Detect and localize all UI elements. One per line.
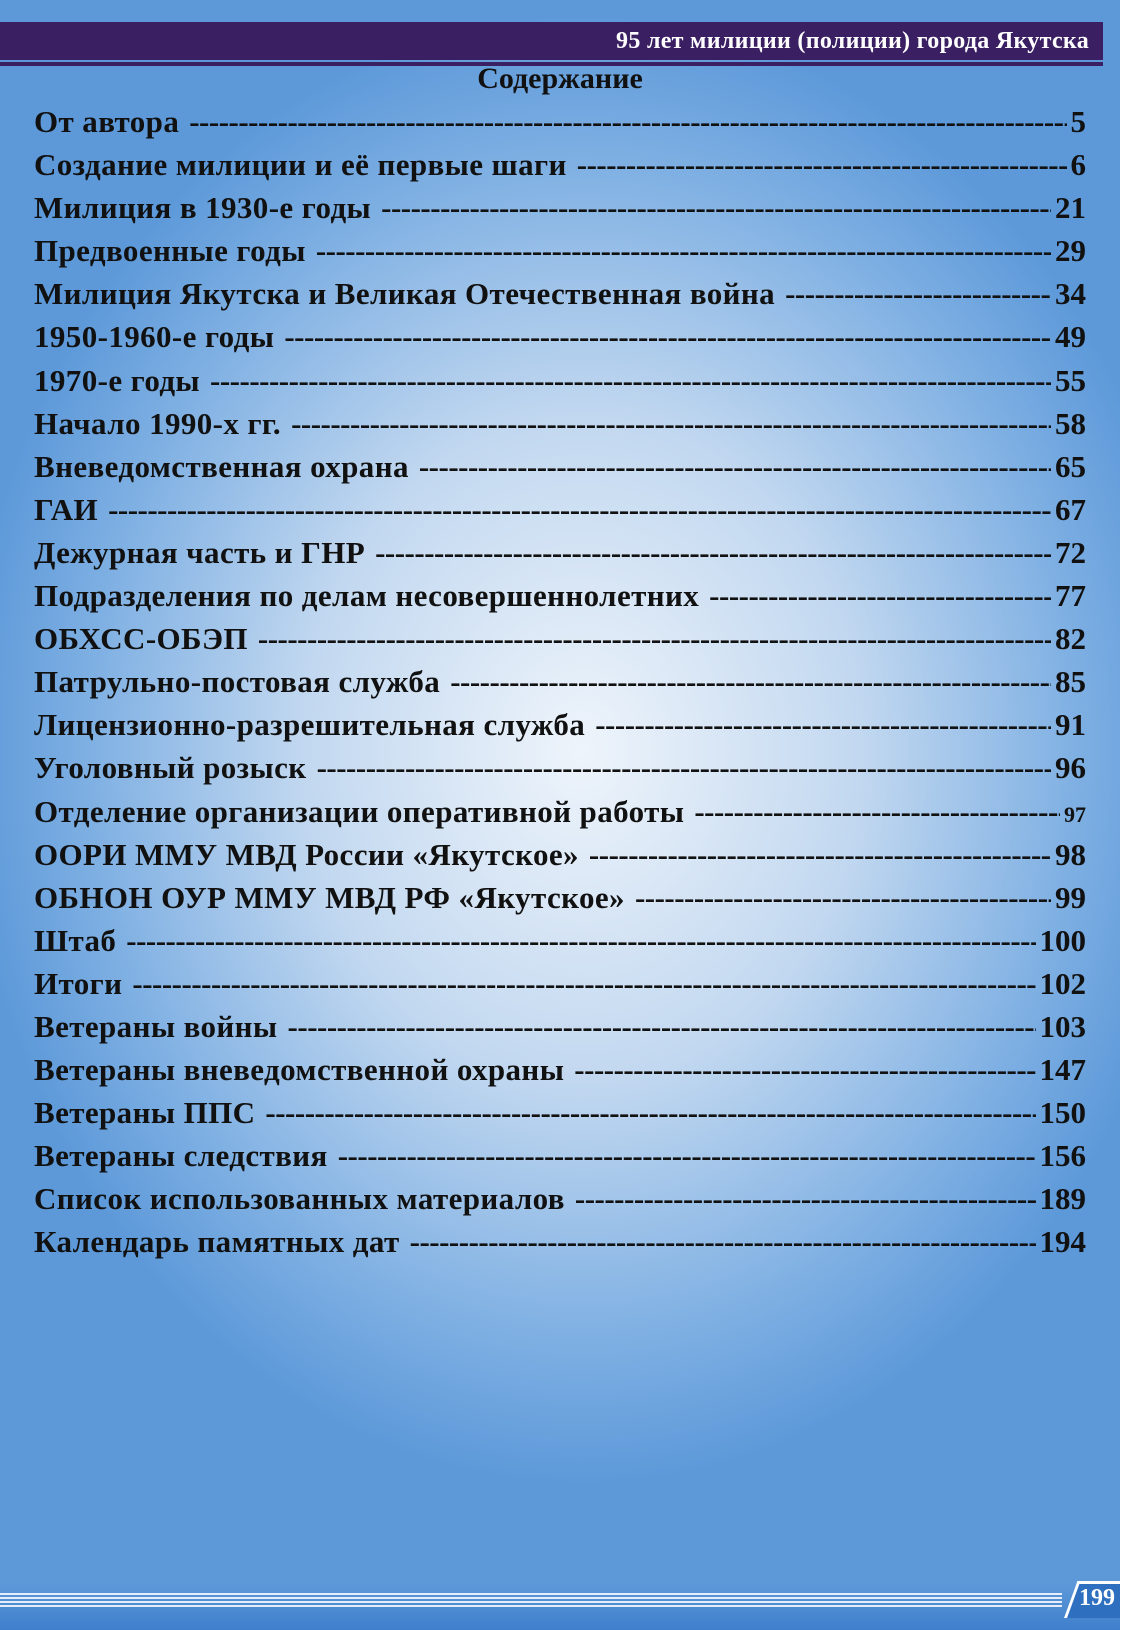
toc-entry-label: Дежурная часть и ГНР [34,534,366,570]
toc-entry-page: 99 [1055,879,1086,915]
toc-entry-page: 103 [1039,1008,1086,1044]
toc-entry-page: 189 [1039,1181,1086,1217]
toc-entry-label: 1950-1960-е годы [34,319,275,355]
toc-entry-page: 34 [1055,276,1086,312]
toc-entry-page: 85 [1055,664,1086,700]
toc-entry-page: 97 [1064,801,1086,827]
toc-entry-label: Милиция в 1930-е годы [34,190,372,226]
toc-entry-label: Ветераны ППС [34,1095,256,1131]
toc-entry-page: 6 [1070,147,1086,183]
toc-entry-page: 21 [1055,190,1086,226]
toc-dot-leader [577,147,1067,183]
toc-entry [34,578,1086,621]
toc-entry [34,664,1086,707]
toc-entry-page: 55 [1055,362,1086,398]
toc-dot-leader [589,837,1051,873]
toc-entry [34,1095,1086,1138]
toc-dot-leader [316,233,1051,269]
toc-entry-page: 72 [1055,534,1086,570]
table-of-contents [34,104,1086,1268]
toc-entry [34,837,1086,880]
toc-entry [34,319,1086,362]
toc-entry-label: От автора [34,104,180,139]
toc-entry-page: 67 [1055,491,1086,527]
toc-entry [34,190,1086,233]
toc-dot-leader [108,492,1051,528]
toc-entry-label: Вневедомственная охрана [34,448,409,484]
toc-dot-leader [288,1009,1036,1045]
toc-entry [34,1181,1086,1224]
toc-entry [34,233,1086,276]
toc-entry-label: ГАИ [34,491,99,527]
toc-entry-page: 91 [1055,707,1086,743]
toc-dot-leader [575,1181,1036,1217]
toc-entry-label: Ветераны следствия [34,1138,328,1174]
toc-entry-label: Милиция Якутска и Великая Отечественная война [34,276,776,312]
toc-dot-leader [574,1052,1035,1088]
toc-dot-leader [126,923,1035,959]
toc-dot-leader [635,880,1051,916]
toc-entry-label: Создание милиции и её первые шаги [34,147,567,183]
toc-entry-label: Календарь памятных дат [34,1224,400,1260]
toc-entry [34,276,1086,319]
toc-entry-label: ОБНОН ОУР ММУ МВД РФ «Якутское» [34,879,625,915]
toc-entry-label: ООРИ ММУ МВД России «Якутское» [34,836,579,872]
toc-entry [34,966,1086,1009]
toc-entry-label: Отделение организации оперативной работы [34,793,685,829]
toc-dot-leader [291,406,1051,442]
toc-entry-page: 65 [1055,448,1086,484]
toc-entry [34,1052,1086,1095]
toc-entry-label: 1970-е годы [34,362,201,398]
toc-entry [34,621,1086,664]
toc-title: Содержание [477,62,643,95]
toc-entry [34,492,1086,535]
toc-dot-leader [189,104,1066,140]
toc-dot-leader [375,535,1051,571]
page-edge [1120,0,1143,1630]
toc-entry [34,147,1086,190]
toc-entry [34,1138,1086,1181]
toc-entry-label: Ветераны вневедомственной охраны [34,1052,565,1088]
toc-entry-page: 98 [1055,836,1086,872]
toc-entry [34,923,1086,966]
toc-entry [34,707,1086,750]
toc-entry-page: 102 [1039,965,1086,1001]
toc-entry-page: 156 [1039,1138,1086,1174]
toc-entry-label: Начало 1990-х гг. [34,405,282,441]
toc-entry-page: 49 [1055,319,1086,355]
toc-entry-label: Лицензионно-разрешительная служба [34,707,586,743]
toc-dot-leader [381,190,1051,226]
toc-entry [34,1224,1086,1267]
toc-entry-label: Предвоенные годы [34,233,306,269]
toc-dot-leader [338,1138,1036,1174]
toc-dot-leader [450,664,1051,700]
toc-entry-label: ОБХСС-ОБЭП [34,621,248,657]
toc-entry-page: 96 [1055,750,1086,786]
toc-dot-leader [284,319,1051,355]
running-header-title: 95 лет милиции (полиции) города Якутска [616,27,1089,54]
running-header [0,22,1103,60]
toc-dot-leader [709,578,1051,614]
toc-entry [34,406,1086,449]
toc-dot-leader [694,794,1060,830]
toc-entry-label: Ветераны войны [34,1008,278,1044]
toc-entry-page: 77 [1055,578,1086,614]
toc-dot-leader [410,1224,1036,1260]
toc-entry-label: Штаб [34,922,117,958]
toc-entry-label: Патрульно-постовая служба [34,664,441,700]
toc-entry-page: 82 [1055,621,1086,657]
toc-entry [34,363,1086,406]
toc-entry-page: 194 [1039,1224,1086,1260]
toc-dot-leader [132,966,1035,1002]
toc-entry-label: Подразделения по делам несовершеннолетних [34,578,700,614]
toc-entry [34,880,1086,923]
toc-entry [34,794,1086,837]
toc-entry-page: 150 [1039,1095,1086,1131]
toc-entry-page: 100 [1039,922,1086,958]
toc-dot-leader [258,621,1051,657]
toc-entry [34,1009,1086,1052]
toc-entry-label: Уголовный розыск [34,750,307,786]
toc-dot-leader [785,276,1051,312]
toc-entry-page: 147 [1039,1052,1086,1088]
toc-entry [34,750,1086,793]
toc-entry-label: Список использованных материалов [34,1181,565,1217]
toc-entry [34,449,1086,492]
toc-entry-page: 58 [1055,405,1086,441]
toc-dot-leader [595,707,1051,743]
toc-entry-page: 5 [1070,104,1086,139]
toc-dot-leader [419,449,1051,485]
page-number: 199 [1079,1585,1115,1611]
footer-band [0,1584,1120,1630]
toc-dot-leader [265,1095,1035,1131]
toc-dot-leader [317,750,1051,786]
toc-entry [34,535,1086,578]
toc-entry-page: 29 [1055,233,1086,269]
toc-entry-label: Итоги [34,965,123,1001]
footer-stripes [0,1593,1062,1607]
toc-entry [34,104,1086,147]
toc-dot-leader [210,363,1051,399]
